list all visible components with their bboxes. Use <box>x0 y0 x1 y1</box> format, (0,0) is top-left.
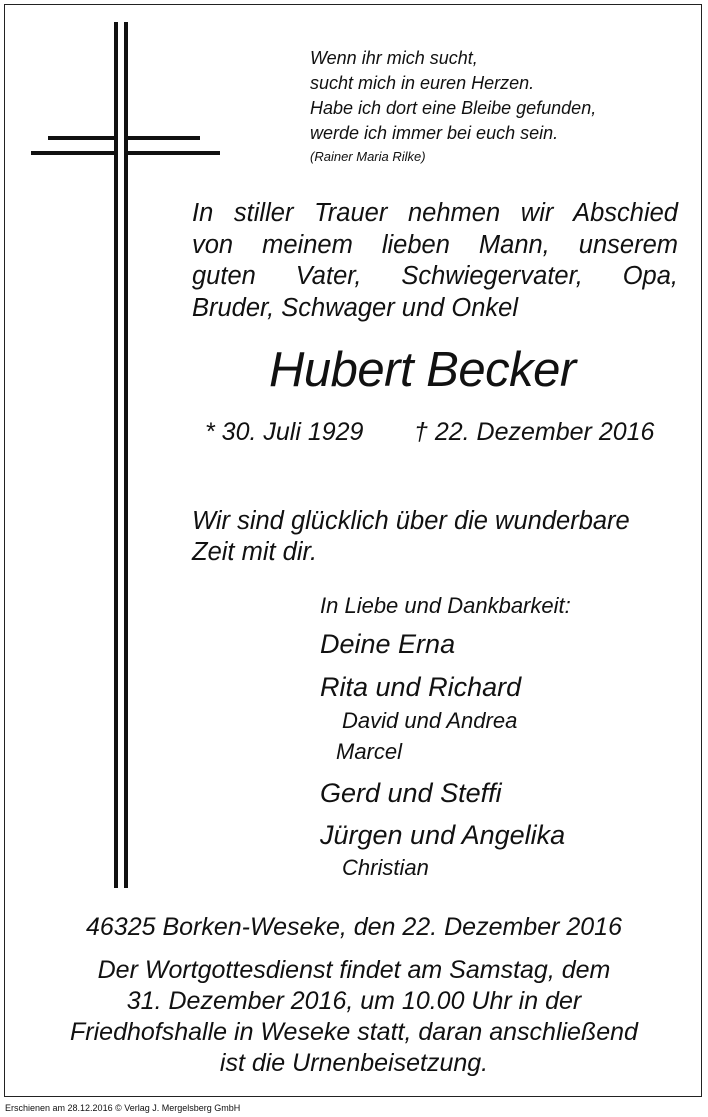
poem-line: sucht mich in euren Herzen. <box>310 73 535 93</box>
intro-line: guten Vater, Schwiegervater, Opa, <box>192 262 678 290</box>
remembrance-text <box>192 506 630 568</box>
family-entry: Rita und Richard <box>320 672 522 702</box>
publication-footer: Erschienen am 28.12.2016 © Verlag J. Mergelsberg GmbH <box>0 1100 708 1117</box>
service-line: 31. Dezember 2016, um 10.00 Uhr in der <box>126 987 582 1015</box>
service-info <box>0 955 708 1079</box>
intro-text <box>192 198 678 324</box>
poem-attribution: (Rainer Maria Rilke) <box>310 149 426 164</box>
poem-line: Habe ich dort eine Bleibe gefunden, <box>310 98 597 118</box>
poem-line: werde ich immer bei euch sein. <box>310 123 559 143</box>
family-entry: Jürgen und Angelika <box>320 820 566 850</box>
family-heading: In Liebe und Dankbarkeit: <box>320 593 571 618</box>
remembrance-line: Zeit mit dir. <box>192 538 318 566</box>
place-date: 46325 Borken-Weseke, den 22. Dezember 2016 <box>86 913 622 941</box>
birth-date: * 30. Juli 1929 <box>205 418 364 446</box>
intro-line: In stiller Trauer nehmen wir Abschied <box>192 199 678 227</box>
service-line: Friedhofshalle in Weseke statt, daran anschließend <box>70 1018 638 1046</box>
death-date: † 22. Dezember 2016 <box>414 418 655 446</box>
poem-line: Wenn ihr mich sucht, <box>310 48 478 68</box>
rilke-poem <box>310 46 596 167</box>
remembrance-line: Wir sind glücklich über die wunderbare <box>192 507 630 535</box>
family-entry: Deine Erna <box>320 629 456 659</box>
family-entry: David und Andrea <box>342 708 518 733</box>
family-entry: Christian <box>342 855 429 880</box>
service-line: Der Wortgottesdienst findet am Samstag, dem <box>97 956 611 984</box>
intro-line: von meinem lieben Mann, unserem <box>192 230 678 259</box>
service-line: ist die Urnenbeisetzung. <box>219 1049 489 1077</box>
family-entry: Marcel <box>336 739 403 764</box>
intro-line: Bruder, Schwager und Onkel <box>192 293 519 322</box>
family-entry: Gerd und Steffi <box>320 778 502 808</box>
deceased-name: Hubert Becker <box>269 343 576 397</box>
